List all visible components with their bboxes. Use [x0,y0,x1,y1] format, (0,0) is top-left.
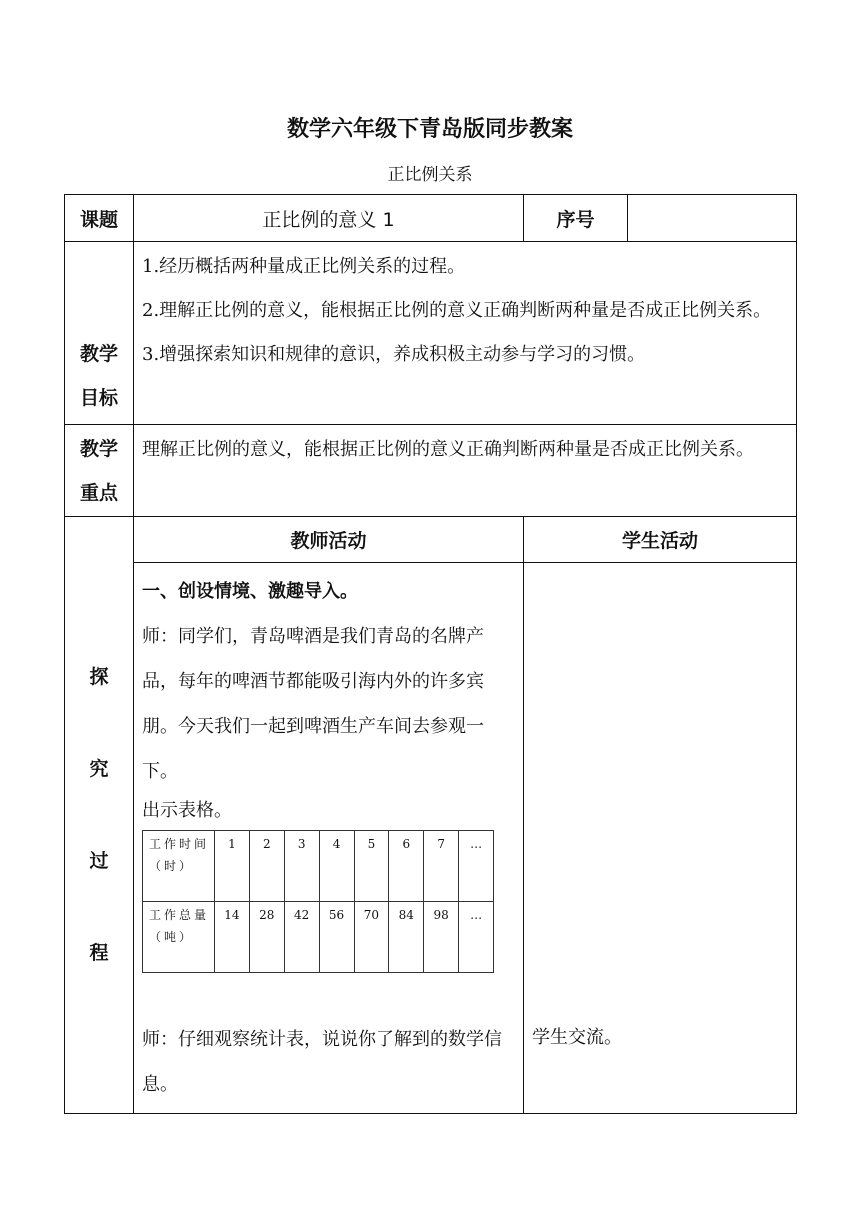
output-cell: 56 [319,902,354,973]
output-cell: 98 [424,902,459,973]
student-response: 学生交流。 [532,1027,622,1048]
data-table [142,830,494,973]
teacher-activity-header: 教师活动 [134,517,524,563]
process-label-char: 程 [89,942,109,964]
activity-header-row [65,517,797,563]
time-cell: 3 [284,831,319,902]
objective-item: 3.增强探索知识和规律的意识，养成积极主动参与学习的习惯。 [142,344,646,365]
key-points-label-line1: 教学 [79,437,118,460]
key-points-row [65,425,797,517]
teacher-activity-content [134,563,524,1114]
lesson-plan-table [64,194,797,1114]
student-activity-content [524,563,797,1114]
output-cell: 70 [354,902,389,973]
time-cell: 7 [424,831,459,902]
number-label: 序号 [524,195,628,242]
process-label-char: 究 [89,758,109,780]
objective-item: 1.经历概括两种量成正比例关系的过程。 [142,256,466,277]
time-cell: 2 [249,831,284,902]
objectives-label-line2: 目标 [79,387,118,409]
output-cell: 28 [249,902,284,973]
key-points-label-line2: 重点 [79,481,118,504]
student-activity-header: 学生活动 [524,517,797,563]
objectives-content [134,242,797,425]
process-label-char: 过 [89,850,109,872]
time-cell: 4 [319,831,354,902]
section-title: 一、创设情境、激趣导入。 [142,581,358,602]
output-cell: 14 [215,902,250,973]
key-points-content [134,425,797,517]
process-label-char: 探 [89,666,109,688]
number-value[interactable] [628,195,797,242]
topic-value: 正比例的意义 1 [134,195,524,242]
time-cell: … [459,831,494,902]
objectives-row [65,242,797,425]
time-cell: 6 [389,831,424,902]
topic-row [65,195,797,242]
key-points-label [65,425,134,517]
time-cell: 1 [215,831,250,902]
key-points-text: 理解正比例的意义，能根据正比例的意义正确判断两种量是否成正比例关系。 [142,439,754,460]
show-table-text: 出示表格。 [142,800,232,821]
intro-text: 师：同学们，青岛啤酒是我们青岛的名牌产品，每年的啤酒节都能吸引海内外的许多宾朋。今天我们一起到啤酒生产车间去参观一下。 [142,626,484,782]
document-subtitle: 正比例关系 [387,165,473,185]
objectives-label-line1: 教学 [79,343,118,365]
time-row-label: 工作时间（时） [143,831,215,902]
data-table-row-time [143,831,494,902]
output-cell: 84 [389,902,424,973]
time-cell: 5 [354,831,389,902]
objective-item: 2.理解正比例的意义，能根据正比例的意义正确判断两种量是否成正比例关系。 [142,300,772,321]
topic-label: 课题 [65,195,134,242]
objectives-label [65,242,134,425]
process-label [65,517,134,1114]
output-cell: … [459,902,494,973]
document-title: 数学六年级下青岛版同步教案 [286,117,573,142]
output-row-label: 工作总量（吨） [143,902,215,973]
question-text: 师：仔细观察统计表，说说你了解到的数学信息。 [142,1029,502,1095]
output-cell: 42 [284,902,319,973]
activity-content-row [65,563,797,1114]
data-table-row-output [143,902,494,973]
